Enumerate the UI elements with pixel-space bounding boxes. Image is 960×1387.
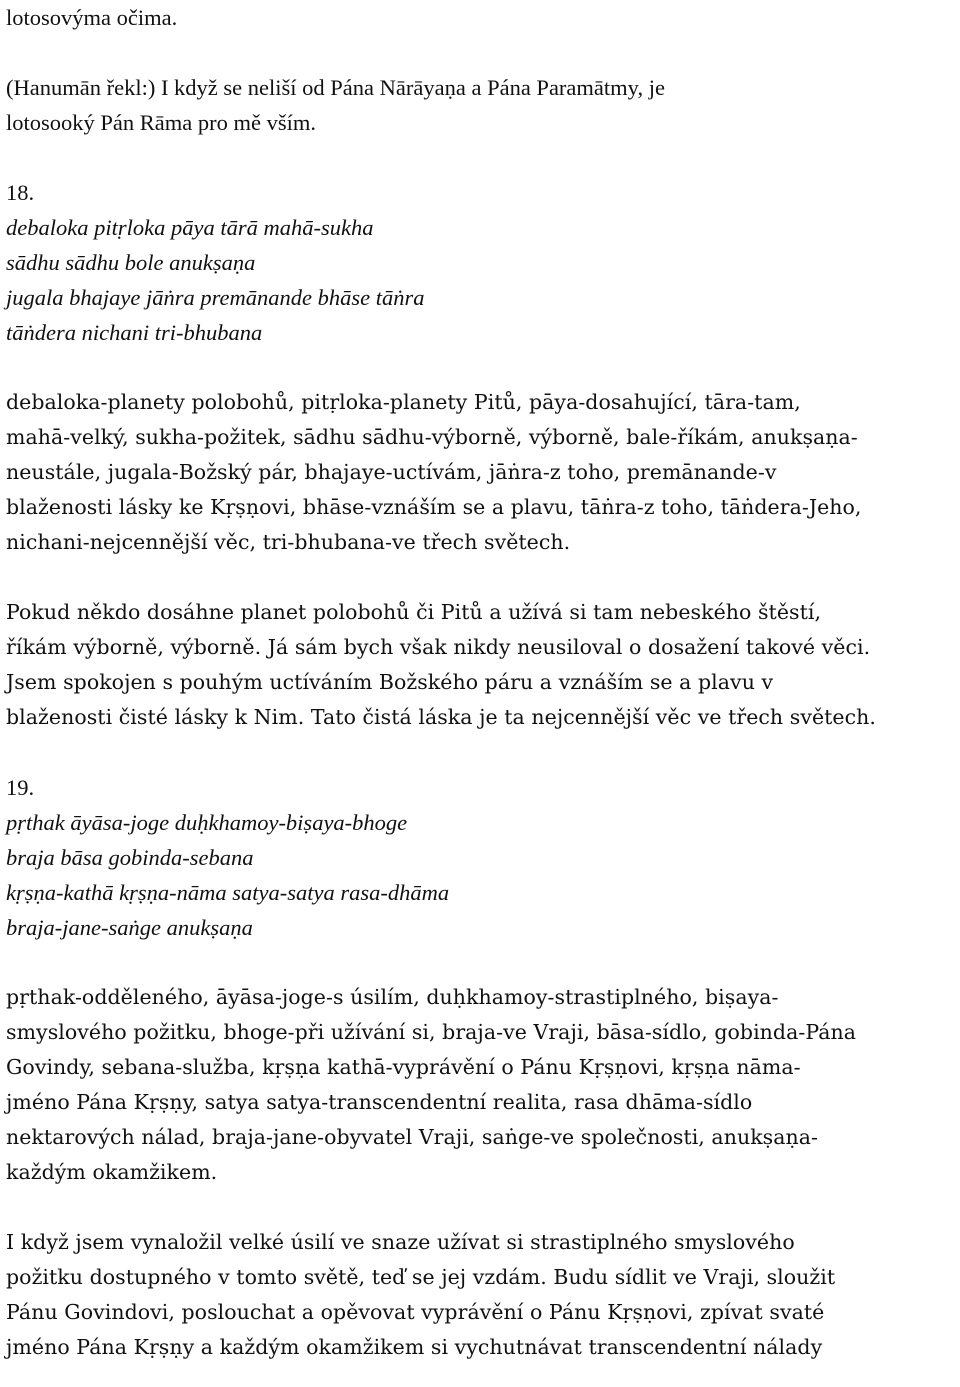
verse-line: jugala bhajaye jāṅra premānande bhāse tāṅra bbox=[6, 285, 425, 310]
gloss-line: debaloka-planety polobohů, pitṛloka-planety Pitů, pāya-dosahující, tāra-tam, bbox=[6, 390, 801, 414]
paragraph-gap bbox=[6, 1190, 956, 1225]
gloss-line: Govindy, sebana-služba, kṛṣṇa kathā-vyprávění o Pánu Kṛṣṇovi, kṛṣṇa nāma- bbox=[6, 1055, 801, 1079]
document-page bbox=[6, 0, 956, 1365]
gloss-line: nektarových nálad, braja-jane-obyvatel Vraji, saṅge-ve společnosti, anukṣaṇa- bbox=[6, 1125, 819, 1149]
verse-number: 19. bbox=[6, 775, 35, 800]
verse-19 bbox=[6, 770, 956, 945]
verse-line: debaloka pitṛloka pāya tārā mahā-sukha bbox=[6, 215, 374, 240]
verse-line: tāṅdera nichani tri-bhubana bbox=[6, 320, 263, 345]
gloss-line: neustále, jugala-Božský pár, bhajaye-uctívám, jāṅra-z toho, premānande-v bbox=[6, 460, 777, 484]
word-gloss-19 bbox=[6, 980, 956, 1190]
translation-line: Jsem spokojen s pouhým uctíváním Božského páru a vznáším se a plavu v bbox=[6, 670, 774, 694]
text-line: lotosovýma očima. bbox=[6, 5, 178, 30]
translation-18 bbox=[6, 595, 956, 735]
text-line: lotosooký Pán Rāma pro mě vším. bbox=[6, 110, 316, 135]
gloss-line: smyslového požitku, bhoge-při užívání si, braja-ve Vraji, bāsa-sídlo, gobinda-Pána bbox=[6, 1020, 857, 1044]
verse-number: 18. bbox=[6, 180, 35, 205]
gloss-line: blaženosti lásky ke Kṛṣṇovi, bhāse-vznáším se a plavu, tāṅra-z toho, tāṅdera-Jeho, bbox=[6, 495, 862, 519]
paragraph-gap bbox=[6, 35, 956, 70]
translation-line: jméno Pána Kṛṣṇy a každým okamžikem si vychutnávat transcendentní nálady bbox=[6, 1335, 823, 1359]
translation-19 bbox=[6, 1225, 956, 1365]
paragraph-gap bbox=[6, 350, 956, 385]
translation-line: Pokud někdo dosáhne planet polobohů či Pitů a užívá si tam nebeského štěstí, bbox=[6, 600, 822, 624]
gloss-line: pṛthak-odděleného, āyāsa-joge-s úsilím, duḥkhamoy-strastiplného, biṣaya- bbox=[6, 985, 779, 1009]
translation-line: Pánu Govindovi, poslouchat a opěvovat vyprávění o Pánu Kṛṣṇovi, zpívat svaté bbox=[6, 1300, 825, 1324]
paragraph-gap bbox=[6, 735, 956, 770]
verse-line: sādhu sādhu bole anukṣaṇa bbox=[6, 250, 256, 275]
verse-line: braja bāsa gobinda-sebana bbox=[6, 845, 254, 870]
intro-paragraph bbox=[6, 0, 956, 140]
text-line: (Hanumān řekl:) I když se neliší od Pána Nārāyaṇa a Pána Paramātmy, je bbox=[6, 75, 665, 100]
verse-line: braja-jane-saṅge anukṣaṇa bbox=[6, 915, 253, 940]
verse-18 bbox=[6, 175, 956, 350]
verse-line: pṛthak āyāsa-joge duḥkhamoy-biṣaya-bhoge bbox=[6, 810, 408, 835]
translation-line: I když jsem vynaložil velké úsilí ve snaze užívat si strastiplného smyslového bbox=[6, 1230, 795, 1254]
verse-line: kṛṣṇa-kathā kṛṣṇa-nāma satya-satya rasa-dhāma bbox=[6, 880, 450, 905]
paragraph-gap bbox=[6, 140, 956, 175]
paragraph-gap bbox=[6, 560, 956, 595]
gloss-line: jméno Pána Kṛṣṇy, satya satya-transcendentní realita, rasa dhāma-sídlo bbox=[6, 1090, 753, 1114]
gloss-line: nichani-nejcennější věc, tri-bhubana-ve třech světech. bbox=[6, 530, 571, 554]
translation-line: blaženosti čisté lásky k Nim. Tato čistá láska je ta nejcennější věc ve třech světech. bbox=[6, 705, 876, 729]
paragraph-gap bbox=[6, 945, 956, 980]
gloss-line: každým okamžikem. bbox=[6, 1160, 218, 1184]
word-gloss-18 bbox=[6, 385, 956, 560]
translation-line: říkám výborně, výborně. Já sám bych však nikdy neusiloval o dosažení takové věci. bbox=[6, 635, 871, 659]
translation-line: požitku dostupného v tomto světě, teď se jej vzdám. Budu sídlit ve Vraji, sloužit bbox=[6, 1265, 836, 1289]
gloss-line: mahā-velký, sukha-požitek, sādhu sādhu-výborně, výborně, bale-říkám, anukṣaṇa- bbox=[6, 425, 858, 449]
